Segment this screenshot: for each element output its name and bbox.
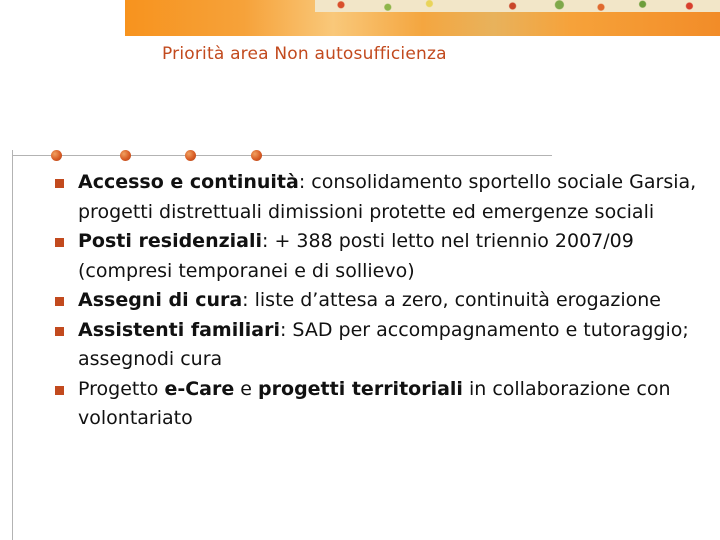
banner-decoration (315, 0, 720, 12)
vertical-rule (12, 150, 13, 540)
bullet-lead: Assegni di cura (78, 289, 243, 311)
horizontal-rule (12, 155, 552, 156)
bullet-bold: progetti territoriali (258, 377, 463, 400)
bullet-list (55, 168, 705, 434)
bullet-square-icon (55, 297, 64, 306)
decor-dot (251, 150, 262, 161)
bullet-item (55, 375, 705, 434)
bullet-text: in collaborazione con volontariato (78, 377, 671, 429)
bullet-text: : SAD per accompagnamento e tutoraggio; assegnodi cura (78, 318, 689, 370)
bullet-item (55, 316, 705, 375)
bullet-text: e (234, 377, 259, 400)
bullet-lead: Posti residenziali (78, 230, 263, 252)
bullet-text: : + 388 posti letto nel triennio 2007/09 (compresi temporanei e di sollievo) (78, 230, 634, 282)
bullet-lead: Assistenti familiari (78, 318, 280, 341)
decor-dot (51, 150, 62, 161)
bullet-square-icon (55, 179, 64, 188)
bullet-item (55, 286, 705, 316)
bullet-text: : liste d’attesa a zero, continuità erogazione (242, 289, 661, 311)
bullet-text: Progetto (78, 377, 165, 400)
header-banner (125, 0, 720, 36)
bullet-square-icon (55, 386, 64, 395)
bullet-bold: e-Care (164, 377, 235, 400)
bullet-square-icon (55, 238, 64, 247)
bullet-item (55, 168, 705, 227)
bullet-square-icon (55, 327, 64, 336)
bullet-item (55, 227, 705, 286)
bullet-text: : consolidamento sportello sociale Garsia, progetti distrettuali dimissioni protette ed emergenze sociali (78, 171, 697, 223)
decor-dot (185, 150, 196, 161)
decor-dot (120, 150, 131, 161)
slide-title: Priorità area Non autosufficienza (162, 44, 447, 64)
bullet-lead: Accesso e continuità (78, 171, 299, 193)
